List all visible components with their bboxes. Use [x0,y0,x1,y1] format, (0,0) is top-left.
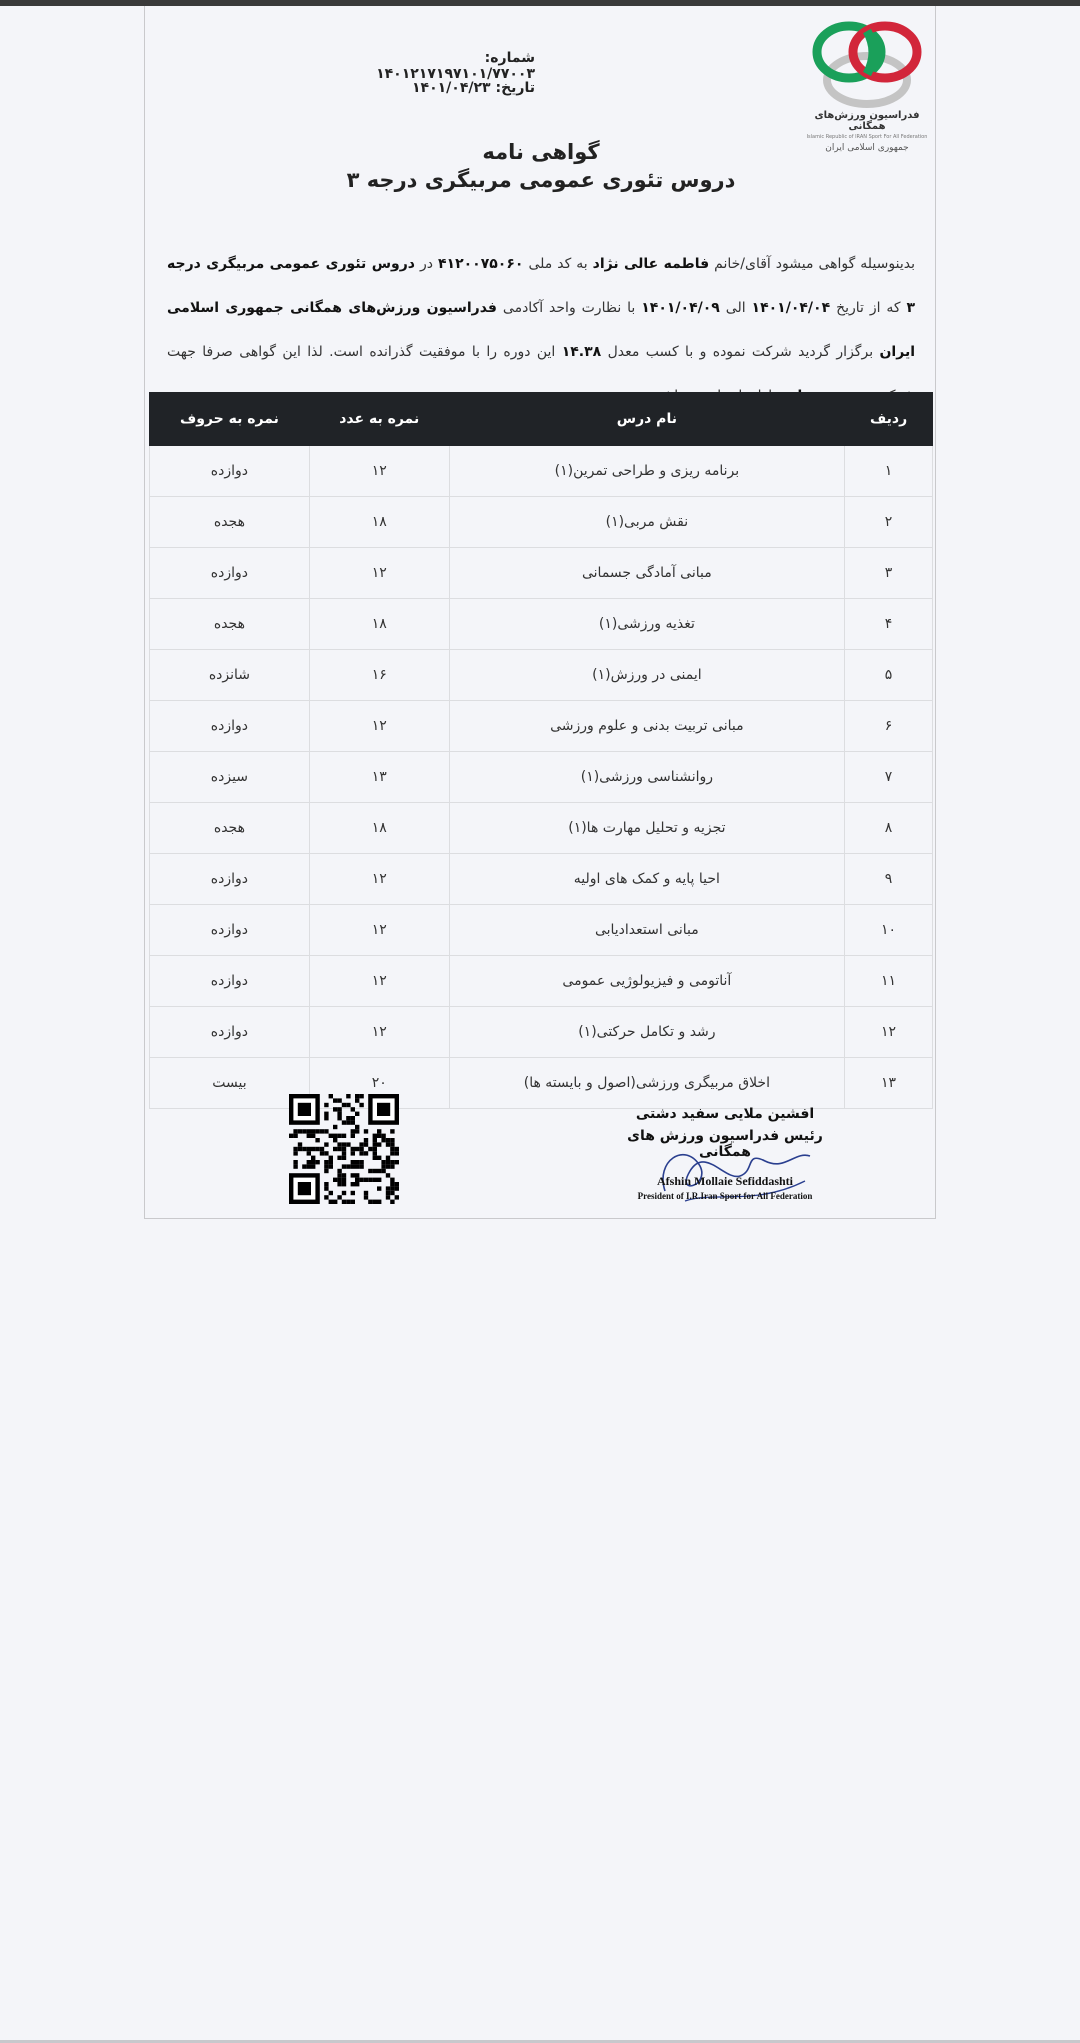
score-number-cell: ۱۲ [309,548,449,599]
body-text-2: به کد ملی [528,256,588,272]
row-number: ۱ [845,446,933,497]
certificate-number [345,50,535,82]
end-date: ۱۴۰۱/۰۴/۰۹ [641,300,720,316]
logo-title-fa: فدراسیون ورزش‌های همگانی [814,110,920,132]
table-row [150,701,933,752]
table-header-row [150,393,933,446]
header-score-words: نمره به حروف [150,393,310,446]
score-number-cell: ۱۲ [309,1007,449,1058]
score-words-cell: سیزده [150,752,310,803]
header-row-number: ردیف [845,393,933,446]
certificate-title: گواهی نامه [482,140,600,164]
course-name-cell: ایمنی در ورزش(۱) [449,650,844,701]
score-number-cell: ۱۲ [309,905,449,956]
score-number-cell: ۱۲ [309,956,449,1007]
body-text-8: این دوره را با موفقیت گذرانده است. لذا این گواهی صرفا جهت [167,344,556,360]
row-number: ۱۲ [845,1007,933,1058]
score-words-cell: شانزده [150,650,310,701]
row-number: ۲ [845,497,933,548]
certificate-page [144,6,936,1219]
header-course: نام درس [449,393,844,446]
number-value: ۱۴۰۱۲۱۷۱۹۷۱۰۱/۷۷۰۰۳ [376,66,535,82]
course-name-cell: تغذیه ورزشی(۱) [449,599,844,650]
table-row [150,446,933,497]
signer-title-fa: رئیس فدراسیون ورزش های همگانی [627,1128,823,1160]
body-text-4: که از تاریخ [836,300,901,316]
row-number: ۱۰ [845,905,933,956]
header-score-number: نمره به عدد [309,393,449,446]
course-name-cell: تجزیه و تحلیل مهارت ها(۱) [449,803,844,854]
score-words-cell: دوازده [150,548,310,599]
row-number: ۱۱ [845,956,933,1007]
qr-code-icon [289,1094,399,1204]
score-number-cell: ۲۰ [309,1058,449,1109]
table-row [150,752,933,803]
course-name-cell: برنامه ریزی و طراحی تمرین(۱) [449,446,844,497]
table-row [150,854,933,905]
row-number: ۹ [845,854,933,905]
score-number-cell: ۱۲ [309,446,449,497]
certificate-date [345,80,535,96]
score-words-cell: دوازده [150,956,310,1007]
body-text-6: با نظارت واحد آکادمی [502,300,636,316]
federation-name: فدراسیون ورزش‌های همگانی جمهوری اسلامی ایران [167,300,915,360]
body-text-3: در [419,256,433,272]
logo-country: جمهوری اسلامی ایران [825,143,909,153]
table-row [150,956,933,1007]
table-row [150,1058,933,1109]
signer-name-fa: افشین ملایی سفید دشتی [635,1106,815,1122]
course-name-cell: مبانی استعدادیابی [449,905,844,956]
certificate-subtitle: دروس تئوری عمومی مربیگری درجه ۳ [346,168,736,192]
table-row [150,599,933,650]
logo-title-en: Islamic Republic of IRAN Sport For All Federation [806,134,928,140]
course-name-cell: روانشناسی ورزشی(۱) [449,752,844,803]
course-name-cell: آناتومی و فیزیولوژیی عمومی [449,956,844,1007]
table-row [150,803,933,854]
row-number: ۶ [845,701,933,752]
score-words-cell: هجده [150,803,310,854]
score-words-cell: هجده [150,599,310,650]
score-words-cell: دوازده [150,701,310,752]
score-words-cell: دوازده [150,1007,310,1058]
qr-code [289,1094,399,1204]
score-number-cell: ۱۳ [309,752,449,803]
score-number-cell: ۱۸ [309,803,449,854]
date-label: تاریخ: [495,80,535,96]
score-words-cell: دوازده [150,905,310,956]
signer-title-en: President of I.R.Iran Sport for All Federation [637,1191,813,1201]
table-row [150,905,933,956]
row-number: ۳ [845,548,933,599]
course-name: دروس تئوری عمومی مربیگری درجه ۳ [167,256,916,316]
body-text-5: الی [725,300,746,316]
national-code: ۴۱۲۰۰۷۵۰۶۰ [437,256,524,272]
federation-logo [805,14,929,153]
score-number-cell: ۱۲ [309,701,449,752]
rings-logo-icon [805,14,929,110]
score-words-cell: دوازده [150,854,310,905]
body-text-1: بدینوسیله گواهی میشود آقای/خانم [714,256,915,272]
number-label: شماره: [484,50,535,66]
table-row [150,650,933,701]
score-words-cell: هجده [150,497,310,548]
table-row [150,1007,933,1058]
score-words-cell: دوازده [150,446,310,497]
score-number-cell: ۱۸ [309,599,449,650]
course-name-cell: احیا پایه و کمک های اولیه [449,854,844,905]
course-name-cell: رشد و تکامل حرکتی(۱) [449,1007,844,1058]
start-date: ۱۴۰۱/۰۴/۰۴ [751,300,831,316]
body-text-7: برگزار گردید شرکت نموده و با کسب معدل [607,344,874,360]
date-value: ۱۴۰۱/۰۴/۲۳ [412,80,491,96]
course-name-cell: اخلاق مربیگری ورزشی(اصول و بایسته ها) [449,1058,844,1109]
row-number: ۱۳ [845,1058,933,1109]
table-row [150,548,933,599]
course-name-cell: نقش مربی(۱) [449,497,844,548]
table-row [150,497,933,548]
recipient-name: فاطمه عالی نژاد [592,256,710,272]
score-number-cell: ۱۲ [309,854,449,905]
signer-name-en: Afshin Mollaie Sefiddashti [656,1174,794,1188]
score-number-cell: ۱۸ [309,497,449,548]
row-number: ۵ [845,650,933,701]
course-name-cell: مبانی تربیت بدنی و علوم ورزشی [449,701,844,752]
course-name-cell: مبانی آمادگی جسمانی [449,548,844,599]
grades-table [149,392,933,1109]
average-score: ۱۴.۳۸ [561,344,602,360]
score-number-cell: ۱۶ [309,650,449,701]
row-number: ۷ [845,752,933,803]
row-number: ۸ [845,803,933,854]
score-words-cell: بیست [150,1058,310,1109]
signature-block [615,1106,835,1201]
row-number: ۴ [845,599,933,650]
